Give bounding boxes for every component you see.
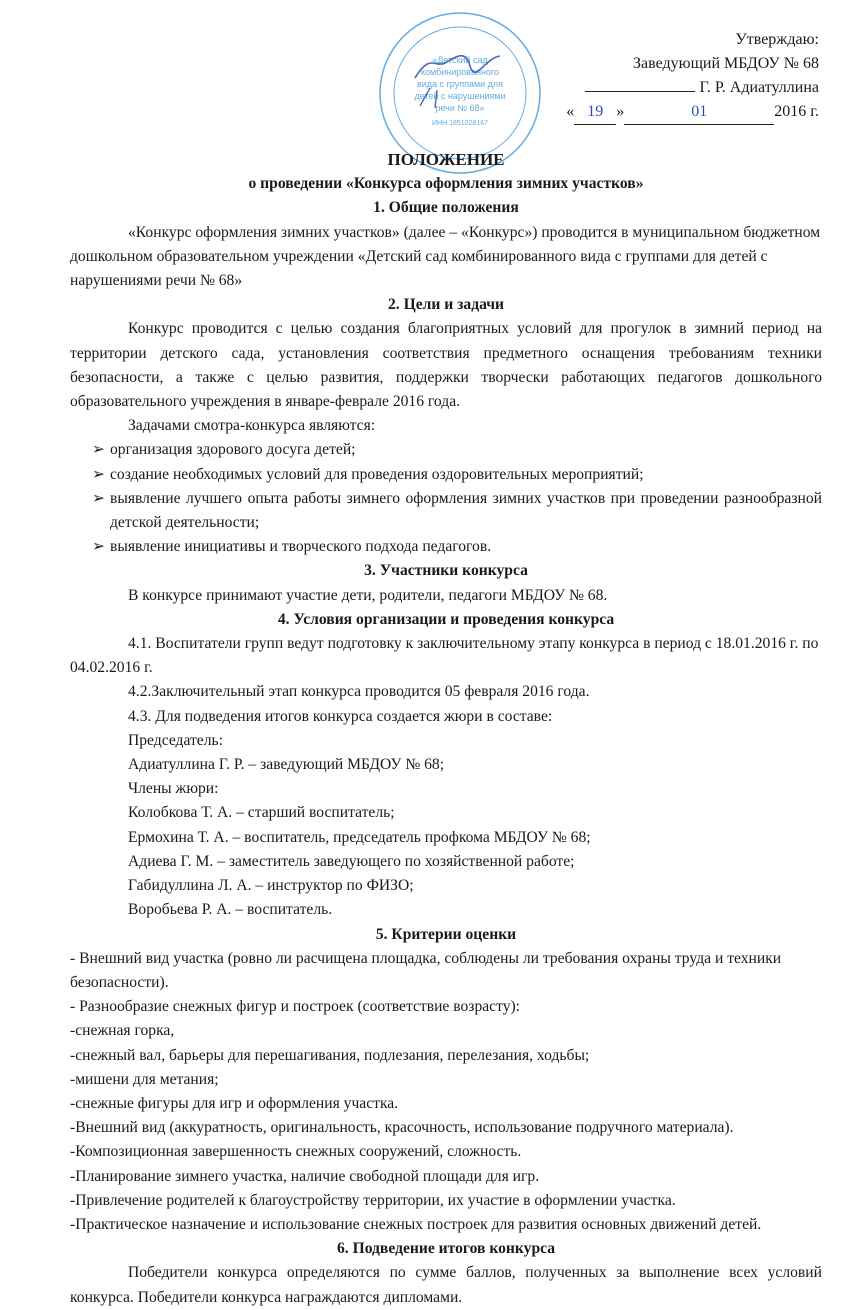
criterion: -Композиционная завершенность снежных сооружений, сложность.	[70, 1143, 522, 1161]
criterion: -снежный вал, барьеры для перешагивания, подлезания, перелезания, ходьбы;	[70, 1046, 590, 1064]
document-subtitle: о проведении «Конкурса оформления зимних участков»	[248, 175, 644, 193]
list-item: ➢ организация здорового досуга детей;	[92, 441, 356, 459]
criterion: -снежная горка,	[70, 1022, 175, 1040]
section-heading: 5. Критерии оценки	[375, 925, 517, 943]
document-title: ПОЛОЖЕНИЕ	[387, 150, 505, 169]
criterion: - Внешний вид участка (ровно ли расчищена площадка, соблюдены ли требования охраны труда и техники безопасности).	[70, 949, 782, 991]
paragraph: «Конкурс оформления зимних участков» (далее – «Конкурс») проводится в муниципальном бюджетном дошкольном образовательном учреждении «Детский сад комбинированного вида с группами для детей с нарушениями речи № 68»	[70, 223, 821, 290]
approver-position: Заведующий МБДОУ № 68	[633, 55, 819, 72]
criterion: -Внешний вид (аккуратность, оригинальность, красочность, использование подручного материала).	[70, 1119, 734, 1137]
jury-line: Колобкова Т. А. – старший воспитатель;	[128, 804, 395, 822]
criterion: -Практическое назначение и использование снежных построек для развития основных движений детей.	[70, 1215, 762, 1233]
svg-text:комбинированного: комбинированного	[420, 67, 500, 77]
criterion: - Разнообразие снежных фигур и построек (соответствие возрасту):	[70, 998, 521, 1016]
jury-line: Адиатуллина Г. Р. – заведующий МБДОУ № 68;	[128, 756, 445, 774]
svg-text:речи № 68»: речи № 68»	[435, 103, 485, 113]
jury-line: Воробьева Р. А. – воспитатель.	[128, 901, 333, 919]
approval-date: « 19 » 01 2016 г.	[566, 100, 819, 125]
svg-text:детей с нарушениями: детей с нарушениями	[414, 91, 506, 101]
section-heading: 1. Общие положения	[373, 199, 519, 217]
svg-text:вида с группами для: вида с группами для	[416, 79, 504, 89]
paragraph: В конкурсе принимают участие дети, родители, педагоги МБДОУ № 68.	[128, 586, 608, 604]
jury-line: Председатель:	[128, 731, 223, 749]
svg-text:«Детский сад: «Детский сад	[432, 55, 488, 65]
jury-line: Члены жюри:	[128, 780, 219, 798]
svg-text:ИНН 1851028167: ИНН 1851028167	[431, 120, 489, 127]
approval-block	[566, 28, 819, 125]
section-heading: 3. Участники конкурса	[364, 562, 528, 580]
approver-name: Г. Р. Адиатуллина	[566, 76, 819, 100]
jury-line: Габидуллина Л. А. – инструктор по ФИЗО;	[128, 877, 414, 895]
criterion: -мишени для метания;	[70, 1070, 219, 1088]
approval-label: Утверждаю:	[735, 31, 819, 48]
paragraph: Конкурс проводится с целью создания благоприятных условий для прогулок в зимний период на территории детского сада, установления соответствия предметного оснащения требованиям техники безопасности, а также с целью развития, поддержки творчески работающих педагогов дошкольного образовательного учреждения в январе-феврале 2016 года.	[70, 320, 822, 411]
list-item: ➢ выявление лучшего опыта работы зимнего оформления зимних участков при проведении разнообразной детской деятельности;	[92, 489, 822, 532]
paragraph: 4.3. Для подведения итогов конкурса создается жюри в составе:	[128, 707, 553, 725]
section-heading: 4. Условия организации и проведения конкурса	[277, 610, 615, 628]
document-body	[70, 148, 822, 1310]
criterion: -снежные фигуры для игр и оформления участка.	[70, 1094, 399, 1112]
paragraph: 4.2.Заключительный этап конкурса проводится 05 февраля 2016 года.	[128, 683, 590, 701]
list-item: ➢ создание необходимых условий для проведения оздоровительных мероприятий;	[92, 465, 644, 483]
jury-line: Адиева Г. М. – заместитель заведующего по хозяйственной работе;	[128, 852, 575, 870]
criterion: -Привлечение родителей к благоустройству территории, их участие в оформлении участка.	[70, 1191, 676, 1209]
criterion: -Планирование зимнего участка, наличие свободной площади для игр.	[70, 1167, 540, 1185]
paragraph: Победители конкурса определяются по сумме баллов, полученных за выполнение всех условий конкурса. Победители конкурса награждаются дипломами.	[70, 1264, 822, 1306]
list-item: ➢ выявление инициативы и творческого подхода педагогов.	[92, 538, 492, 556]
jury-line: Ермохина Т. А. – воспитатель, председатель профкома МБДОУ № 68;	[128, 828, 591, 846]
tasks-list	[70, 438, 822, 559]
paragraph: Задачами смотра-конкурса являются:	[128, 417, 376, 435]
paragraph: 4.1. Воспитатели групп ведут подготовку к заключительному этапу конкурса в период с 18.01.2016 г. по 04.02.2016 г.	[70, 635, 819, 677]
section-heading: 6. Подведение итогов конкурса	[336, 1240, 556, 1258]
section-heading: 2. Цели и задачи	[387, 296, 505, 314]
